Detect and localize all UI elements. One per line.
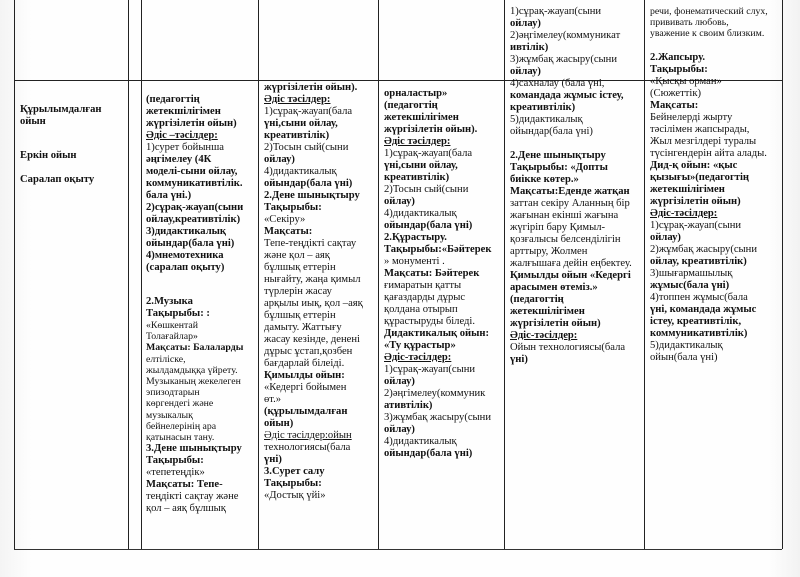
text-line: арасымен өтеміз.» — [510, 282, 598, 293]
section-heading: 2.Музыка — [146, 296, 193, 307]
text-line: ойлау) — [384, 376, 415, 387]
text-line: «Кедергі бойымен — [264, 382, 347, 393]
text-line: командада жұмыс істеу, — [510, 90, 624, 101]
activity-names-column — [20, 104, 124, 547]
text-line: 4)дидактикалық — [384, 208, 457, 219]
text-line: 4)дидактикалық — [264, 166, 337, 177]
goal-label: Мақсаты:Еденде жатқан — [510, 186, 630, 197]
text-line: көргендегі және — [146, 398, 214, 410]
text-line: үні,сыни ойлау, — [264, 118, 338, 129]
column-divider — [504, 0, 505, 549]
section-heading: 2.Дене шынықтыру — [510, 150, 606, 161]
text-line: істеу, креативтілік, — [650, 315, 742, 327]
text-line: речи, фонематический слух, — [650, 6, 768, 17]
text-line: бұлшық еттерін — [264, 310, 336, 321]
table-border — [14, 0, 15, 549]
text-line: қағаздарды дұрыс — [384, 292, 466, 303]
text-line: жүргізілетін ойын). — [384, 124, 478, 135]
text-line: дұрыс ұстап,қозбен — [264, 346, 353, 357]
text-line: құрастыруды біледі. — [384, 316, 475, 327]
text-line: ойындар(бала үні) — [384, 220, 473, 231]
topic-label: Тақырыбы: — [264, 478, 322, 489]
text-line: 2)жұмбақ жасыру(сыни — [650, 243, 758, 255]
text-line: өт.» — [264, 394, 282, 405]
text-line: ойлау) — [384, 424, 415, 435]
friday-column — [650, 6, 780, 547]
text-line: нығайту, жаңа қимыл — [264, 274, 361, 285]
thursday-column — [510, 6, 642, 547]
text-line: 4)сахналау (бала үні, — [510, 78, 605, 89]
text-line: (педагогтің — [146, 94, 200, 105]
text-line: қол – аяқ бұлшық — [146, 503, 226, 515]
goal-label: Мақсаты: — [650, 99, 699, 111]
text-line: дамыту. Жаттығу — [264, 322, 342, 333]
methods-heading: Әдіс –тәсілдер: — [146, 130, 218, 141]
text-line: » монументі . — [384, 256, 445, 267]
text-line: жетекшілігімен — [146, 106, 221, 117]
goal-label: Мақсаты: — [264, 226, 313, 237]
text-line: 2)Тосын сый(сыни — [264, 142, 349, 153]
text-line: 5)дидактикалық — [510, 114, 583, 125]
text-line: ойлау) — [510, 18, 541, 29]
text-line: креативтілік) — [510, 102, 576, 113]
topic-label: Тақырыбы: — [650, 63, 708, 75]
methods-heading: Әдіс тәсілдер: — [384, 136, 451, 147]
game-label: Қимылды ойын «Кедергі — [510, 270, 631, 281]
activity-structured-game: Құрылымдалған ойын — [20, 104, 102, 127]
text-line: бала үні.) — [146, 190, 192, 201]
text-line: 3)жұмбақ жасыру(сыни — [510, 54, 618, 65]
methods-heading: Әдіс тәсілдер: — [264, 94, 331, 105]
text-line: прививать любовь, — [650, 17, 729, 29]
text-line: түрлерін жасау — [264, 286, 332, 297]
text-line: 1)сұрақ-жауап(сыни — [510, 6, 602, 17]
text-line: қолдана отырып — [384, 304, 458, 315]
text-line: арқылы иық, қол –аяқ — [264, 298, 363, 309]
topic-label: Тақырыбы: : — [146, 308, 210, 319]
text-line: ойлау) — [510, 66, 541, 77]
text-line: заттан секіру Аланның бір — [510, 198, 630, 209]
column-divider — [128, 0, 129, 549]
text-line: коммуникативтілік. — [146, 178, 243, 189]
text-line: жалғышаға дейін еңбектеу. — [510, 258, 632, 269]
activity-differentiated: Саралап оқыту — [20, 174, 95, 185]
methods-heading: Әдіс тәсілдер:ойын — [264, 430, 352, 441]
text-line: 2)Тосын сый(сыни — [384, 184, 469, 195]
text-line: үні, командада жұмыс — [650, 303, 757, 315]
text-line: 2)әңгімелеу(коммуник — [384, 388, 486, 399]
text-line: және қол – аяқ — [264, 250, 330, 261]
text-line: коммуникативтілік) — [650, 327, 748, 339]
text-line: 1)сұрақ-жауап(сыни — [384, 364, 476, 375]
game-label: Дидактикалық ойын: — [384, 328, 490, 339]
text-line: жетекшілігімен — [650, 183, 725, 195]
text-line: «Көшкентай — [146, 320, 198, 331]
text-line: музыкалық — [146, 409, 193, 421]
table-bottom-border — [14, 549, 782, 550]
text-line: 1)сұрақ-жауап(бала — [264, 106, 353, 117]
text-line: 2)әңгімелеу(коммуникат — [510, 30, 621, 41]
methods-heading: Әдіс-тәсілдер: — [510, 330, 578, 341]
text-line: үні,сыни ойлау, — [384, 160, 458, 171]
text-line: орналастыр» — [384, 88, 448, 99]
text-line: 4)дидактикалық — [384, 436, 457, 447]
goal-label: Мақсаты: Бәйтерек — [384, 268, 480, 279]
section-heading: 2.Дене шынықтыру — [264, 190, 360, 201]
text-line: қызығы»(педагогтің — [650, 171, 750, 183]
text-line: ойлау) — [384, 196, 415, 207]
text-line: ғимаратын қатты — [384, 280, 462, 291]
topic-label: Тақырыбы: «Допты — [510, 162, 608, 173]
text-line: 2)сұрақ-жауап(сыни — [146, 202, 244, 213]
text-line: 4)топпен жұмыс(бала — [650, 291, 748, 303]
text-line: қатынасын тану. — [146, 432, 215, 444]
text-line: елтіліске, — [146, 353, 186, 365]
text-line: ойындар(бала үні) — [510, 126, 593, 137]
text-line: Жыл мезгілдері туралы — [650, 135, 757, 147]
text-line: жүргізілетін ойын) — [146, 118, 237, 129]
text-line: үні) — [510, 354, 528, 365]
text-line: жетекшілігімен — [510, 306, 585, 317]
text-line: 3)дидактикалық — [146, 226, 227, 237]
text-line: ативтілік) — [384, 400, 433, 411]
section-heading: 2.Жапсыру. — [650, 51, 706, 63]
column-divider — [141, 0, 142, 549]
text-line: 4)мнемотехника — [146, 250, 224, 261]
wednesday-column — [384, 88, 502, 547]
goal-label: Мақсаты: Тепе- — [146, 479, 223, 491]
monday-column — [146, 94, 256, 547]
topic-label: Тақырыбы: — [146, 455, 204, 467]
section-heading: 3.Сурет салу — [264, 466, 325, 477]
text-line: креативтілік) — [384, 172, 450, 183]
column-divider — [644, 0, 645, 549]
text-line: ойын) — [264, 418, 294, 429]
text-line: жүргізілетін ойын) — [510, 318, 601, 329]
text-line: Бейнелерді жырту — [650, 111, 733, 123]
text-line: (Сюжеттік) — [650, 87, 702, 99]
text-line: жүгіріп бару Қимыл- — [510, 222, 606, 233]
text-line: теңдікті сақтау және — [146, 491, 239, 503]
text-line: 1)сурет бойынша — [146, 142, 224, 153]
text-line: қозғалысы белсенділігін — [510, 234, 621, 245]
text-line: моделі-сыни ойлау, — [146, 166, 238, 177]
text-line: ойындар(бала үні) — [264, 178, 353, 189]
text-line: ойлау) — [650, 231, 681, 243]
text-line: жағынан екінші жағына — [510, 210, 619, 221]
tuesday-column — [264, 82, 376, 547]
text-line: Музыканың жекелеген — [146, 376, 241, 388]
text-line: биікке көтер.» — [510, 174, 579, 185]
methods-heading: Әдіс-тәсілдер: — [384, 352, 452, 363]
topic-label: Тақырыбы:«Бәйтерек — [384, 244, 492, 255]
text-line: ивтілік) — [510, 42, 549, 53]
methods-heading: Әдіс-тәсілдер: — [650, 207, 718, 219]
text-line: 3)жұмбақ жасыру(сыни — [384, 412, 492, 423]
section-heading: 2.Құрастыру. — [384, 232, 447, 243]
text-line: бейнелерінің ара — [146, 420, 217, 432]
text-line: жасау кезінде, денені — [264, 334, 360, 345]
text-line: «Достық үйі» — [264, 490, 326, 501]
text-line: жетекшілігімен — [384, 112, 459, 123]
table-border — [782, 0, 783, 549]
section-heading: 3.Дене шынықтыру — [146, 443, 242, 455]
text-line: «Ту құрастыр» — [384, 340, 456, 351]
text-line: Тепе-теңдікті сақтау — [264, 238, 357, 249]
text-line: креативтілік) — [264, 130, 330, 141]
text-line: жылдамдыққа үйрету. — [146, 364, 238, 376]
text-line: (саралап оқыту) — [146, 262, 225, 273]
text-line: эпизодтарын — [146, 387, 200, 399]
text-line: 1)сұрақ-жауап(бала — [384, 148, 473, 159]
text-line: ойын(бала үні) — [650, 351, 718, 363]
column-divider — [378, 0, 379, 549]
game-label: Дид-қ ойын: «қыс — [650, 159, 738, 171]
text-line: технологиясы(бала — [264, 442, 351, 453]
text-line: 3)шығармашылық — [650, 267, 733, 279]
text-line: Толағайлар» — [146, 331, 198, 343]
text-line: (құрылымдалған — [264, 406, 348, 417]
text-line: ойлау, креативтілік) — [650, 255, 747, 267]
text-line: 5)дидактикалық — [650, 339, 723, 351]
text-line: ойлау,креативтілік) — [146, 214, 241, 225]
text-line: ойындар(бала үні) — [146, 238, 235, 249]
text-line: уважение к своим близким. — [650, 28, 765, 40]
text-line: үні) — [264, 454, 282, 465]
activity-free-play: Еркін ойын — [20, 150, 77, 161]
text-line: ойындар(бала үні) — [384, 448, 473, 459]
text-line: жүргізілетін ойын) — [650, 195, 741, 207]
text-line: ойлау) — [264, 154, 295, 165]
text-line: жүргізілетін ойын). — [264, 82, 358, 93]
text-line: әңгімелеу (4К — [146, 154, 212, 165]
text-line: бұлшық еттерін — [264, 262, 336, 273]
text-line: «Секіру» — [264, 214, 306, 225]
text-line: «тепетеңдік» — [146, 467, 205, 479]
text-line: (педагогтің — [384, 100, 438, 111]
text-line: «Қысқы орман» — [650, 75, 722, 87]
text-line: жұмыс(бала үні) — [650, 279, 730, 291]
game-label: Қимылды ойын: — [264, 370, 345, 381]
text-line: арттыру, Жолмен — [510, 246, 588, 257]
topic-label: Тақырыбы: — [264, 202, 322, 213]
text-line: (педагогтің — [510, 294, 564, 305]
column-divider — [258, 0, 259, 549]
text-line: Ойын технологиясы(бала — [510, 342, 626, 353]
text-line: тәсілімен жапсырады, — [650, 123, 750, 135]
goal-label: Мақсаты: Балаларды — [146, 342, 244, 354]
text-line: бағдарлай білеіді. — [264, 358, 345, 369]
text-line: түсінгендерін айта алады. — [650, 147, 767, 159]
text-line: 1)сұрақ-жауап(сыни — [650, 219, 742, 231]
